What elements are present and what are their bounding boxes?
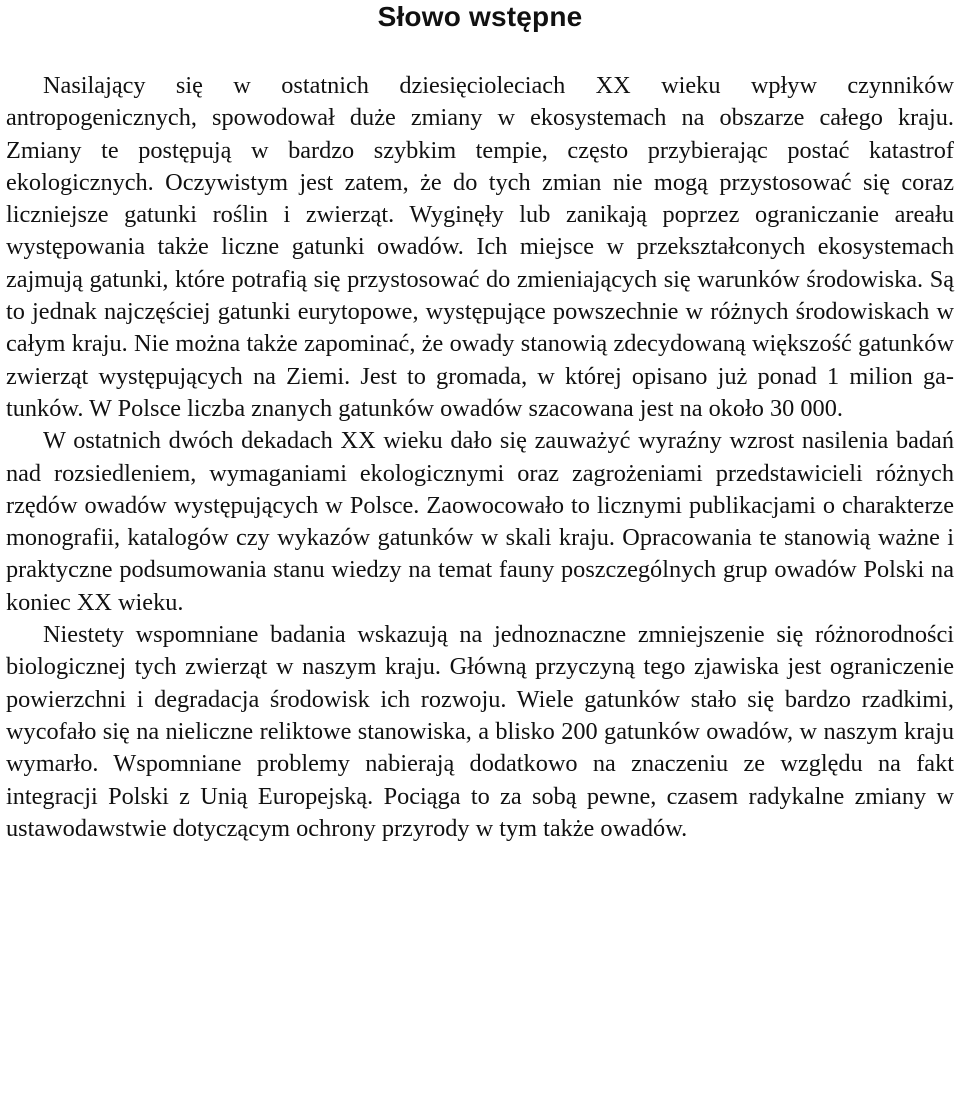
paragraph-1: Nasilający się w ostatnich dziesięcioleciach XX wieku wpływ czynników antropogenicznych, spowodował duże zmiany w ekosystemach na obszarze całego kraju. Zmiany te postępują w bardzo szybkim tempie, często przybierając postać katastrof ekologicznych. Oczywistym jest zatem, że do tych zmian nie mogą przystosować się coraz liczniejsze gatunki roślin i zwierząt. Wyginęły lub zanikają poprzez ograniczanie areału występowania także liczne gatunki owadów. Ich miejsce w przekształconych ekosystemach zajmują gatunki, które potrafią się przystosować do zmieniających się warunków środowiska. Są to jednak najczęściej gatunki eurytopowe, występujące powszechnie w różnych środowiskach w całym kraju. Nie można także zapominać, że owady stanowią zdecydowaną większość gatunków zwierząt występujących na Ziemi. Jest to gromada, w której opisano już ponad 1 milion gatunków. W Polsce liczba znanych gatunków owadów szacowana jest na około 30 000. [6, 72, 954, 422]
paragraph-2: W ostatnich dwóch dekadach XX wieku dało się zauważyć wyraźny wzrost nasilenia badań nad rozsiedleniem, wymaganiami ekologicznymi oraz zagrożeniami przedstawicieli różnych rzędów owadów występujących w Polsce. Zaowocowało to licznymi publikacjami o charakterze monografii, katalogów czy wykazów gatunków w skali kraju. Opracowania te stanowią ważne i praktyczne podsumowania stanu wiedzy na temat fauny poszczególnych grup owadów Polski na koniec XX wieku. [6, 427, 954, 616]
page-title: Słowo wstępne [377, 1, 583, 32]
paragraph-3: Niestety wspomniane badania wskazują na jednoznaczne zmniejszenie się różnorodności biologicznej tych zwierząt w naszym kraju. Główną przyczyną tego zjawiska jest ograniczenie powierzchni i degradacja środowisk ich rozwoju. Wiele gatunków stało się bardzo rzadkimi, wycofało się na nieliczne reliktowe stanowiska, a blisko 200 gatunków owadów, w naszym kraju wymarło. Wspomniane problemy nabierają dodatkowo na znaczeniu ze względu na fakt integracji Polski z Unią Europejską. Pociąga to za sobą pewne, czasem radykalne zmiany w ustawodawstwie dotyczącym ochrony przyrody w tym także owadów. [6, 621, 954, 842]
body-text [6, 70, 954, 845]
